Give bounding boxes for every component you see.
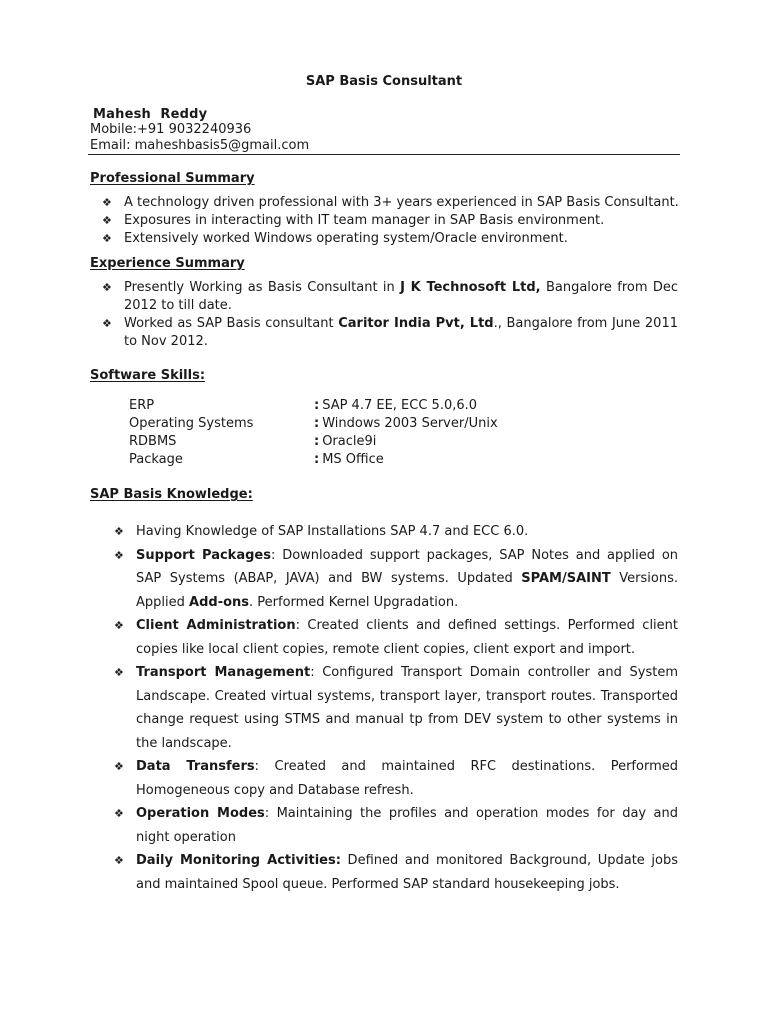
- diamond-bullet-icon: ❖: [102, 232, 112, 245]
- knowledge-text: Versions. Applied: [136, 571, 679, 610]
- diamond-bullet-icon: ❖: [102, 281, 112, 294]
- summary-text: A technology driven professional with 3+ years experienced in SAP Basis Consultant.: [124, 195, 679, 210]
- list-item: [114, 614, 679, 661]
- candidate-email: Email: maheshbasis5@gmail.com: [90, 138, 310, 153]
- company-name: Caritor India Pvt, Ltd: [338, 316, 494, 331]
- list-item: [114, 755, 678, 802]
- experience-text: ., Bangalore from June 2011 to Nov 2012.: [124, 316, 678, 349]
- list-item: [114, 802, 678, 849]
- skill-label: RDBMS: [129, 434, 177, 449]
- diamond-bullet-icon: ❖: [114, 854, 124, 867]
- diamond-bullet-icon: ❖: [102, 214, 112, 227]
- knowledge-topic: Data Transfers: [136, 759, 255, 774]
- candidate-mobile: Mobile:+91 9032240936: [90, 122, 252, 137]
- list-item: [102, 315, 678, 351]
- candidate-name: Mahesh Reddy: [93, 107, 208, 122]
- list-item: [102, 279, 679, 315]
- knowledge-text: : Created and maintained RFC destinations. Performed Homogeneous copy and Database refresh.: [136, 759, 678, 798]
- skill-label: Operating Systems: [129, 416, 254, 431]
- knowledge-topic: Daily Monitoring Activities:: [136, 853, 341, 868]
- skill-separator: :: [314, 398, 320, 413]
- list-item: [114, 520, 678, 544]
- skill-separator: :: [314, 434, 320, 449]
- list-item: [114, 544, 679, 615]
- knowledge-text: : Configured Transport Domain controller and System Landscape. Created virtual systems, transport layer, transport routes. Transported change request using STMS and manual tp from DEV system to other systems in the landscape.: [136, 665, 678, 751]
- list-item: [102, 230, 684, 248]
- diamond-bullet-icon: ❖: [114, 666, 124, 679]
- skill-value: MS Office: [322, 452, 384, 467]
- list-item: [102, 212, 684, 230]
- knowledge-text: : Downloaded support packages, SAP Notes and applied on SAP Systems (ABAP, JAVA) and BW systems. Updated: [136, 547, 679, 586]
- experience-text: Bangalore from Dec 2012 to till date.: [124, 280, 679, 313]
- diamond-bullet-icon: ❖: [102, 196, 112, 209]
- knowledge-text: . Performed Kernel Upgradation.: [249, 594, 459, 610]
- sap-basis-knowledge-list: [114, 520, 679, 896]
- software-skills-heading: Software Skills:: [90, 368, 206, 383]
- skill-label: Package: [129, 452, 183, 467]
- knowledge-keyword: Add-ons: [189, 594, 250, 610]
- professional-summary-list: [102, 194, 684, 248]
- diamond-bullet-icon: ❖: [114, 619, 124, 632]
- diamond-bullet-icon: ❖: [114, 807, 124, 820]
- list-item: [114, 661, 678, 755]
- knowledge-text: Having Knowledge of SAP Installations SAP 4.7 and ECC 6.0.: [136, 524, 529, 539]
- sap-basis-knowledge-heading: SAP Basis Knowledge:: [90, 487, 253, 502]
- professional-summary-heading: Professional Summary: [90, 171, 255, 186]
- knowledge-topic: Support Packages: [136, 547, 271, 563]
- diamond-bullet-icon: ❖: [114, 525, 124, 538]
- knowledge-keyword: SPAM/SAINT: [521, 571, 611, 586]
- list-item: [114, 849, 679, 896]
- skill-separator: :: [314, 452, 320, 467]
- skill-label: ERP: [129, 398, 155, 413]
- experience-summary-heading: Experience Summary: [90, 256, 245, 271]
- skill-value: SAP 4.7 EE, ECC 5.0,6.0: [322, 398, 478, 413]
- knowledge-topic: Transport Management: [136, 665, 311, 680]
- knowledge-text: : Created clients and defined settings. Performed client copies like local client copies, remote client copies, client export and import.: [136, 618, 679, 657]
- skill-separator: :: [314, 416, 320, 431]
- diamond-bullet-icon: ❖: [114, 548, 124, 562]
- skill-value: Windows 2003 Server/Unix: [322, 416, 498, 431]
- experience-text: Worked as SAP Basis consultant: [124, 316, 339, 331]
- company-name: J K Technosoft Ltd,: [400, 280, 541, 295]
- list-item: [102, 194, 684, 212]
- summary-text: Extensively worked Windows operating system/Oracle environment.: [124, 231, 568, 246]
- experience-summary-list: [102, 279, 679, 351]
- document-title: SAP Basis Consultant: [305, 74, 463, 89]
- header-divider: [88, 154, 680, 155]
- diamond-bullet-icon: ❖: [114, 760, 124, 773]
- experience-text: Presently Working as Basis Consultant in: [124, 280, 401, 295]
- knowledge-topic: Client Administration: [136, 618, 296, 633]
- skill-value: Oracle9i: [322, 434, 377, 449]
- knowledge-text: : Maintaining the profiles and operation modes for day and night operation: [136, 806, 678, 845]
- knowledge-topic: Operation Modes: [136, 806, 265, 821]
- diamond-bullet-icon: ❖: [102, 317, 112, 330]
- knowledge-text: Defined and monitored Background, Update jobs and maintained Spool queue. Performed SAP standard housekeeping jobs.: [136, 853, 679, 892]
- summary-text: Exposures in interacting with IT team manager in SAP Basis environment.: [124, 213, 605, 228]
